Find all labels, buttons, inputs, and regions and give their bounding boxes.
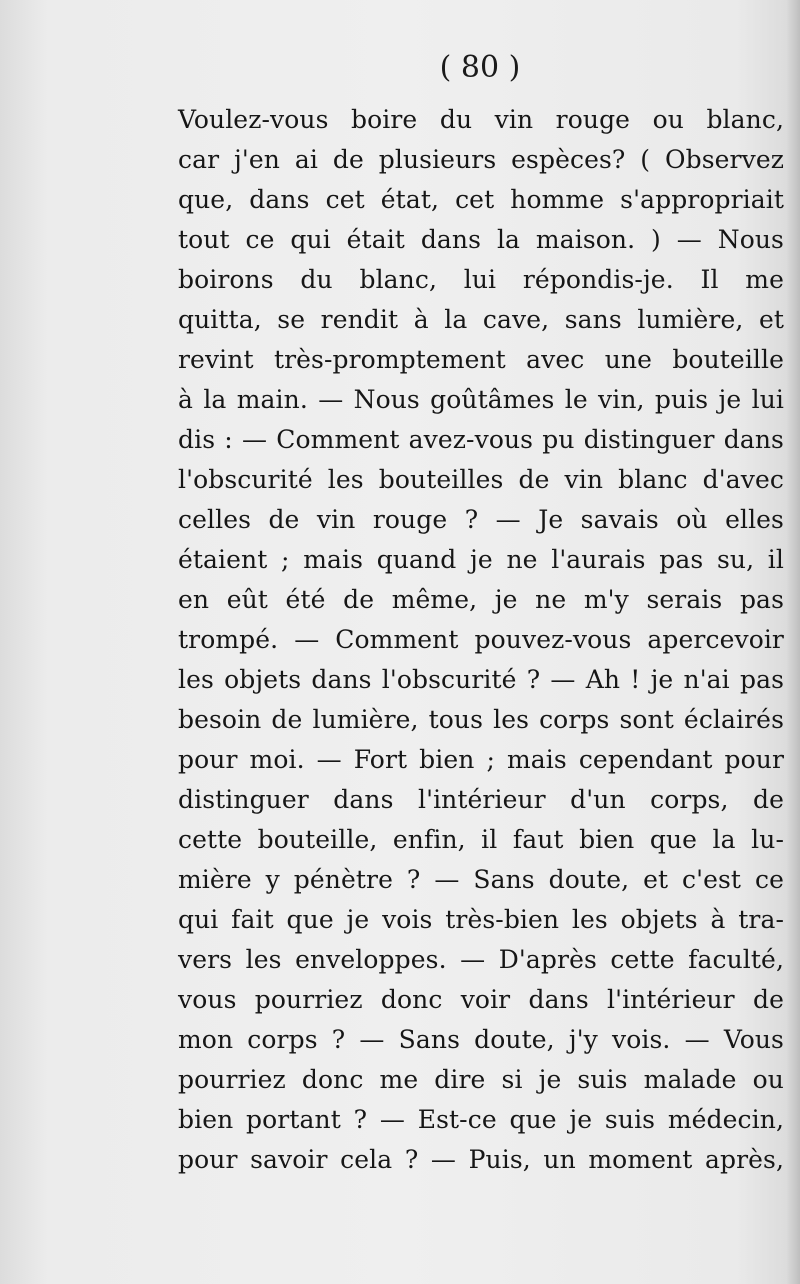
- text-line: besoin de lumière, tous les corps sont éclairés: [178, 705, 784, 734]
- text-line: l'obscurité les bouteilles de vin blanc d'avec: [178, 465, 784, 494]
- text-line: cette bouteille, enfin, il faut bien que la lu-: [178, 825, 784, 854]
- text-line: tout ce qui était dans la maison. ) — Nous: [178, 225, 784, 254]
- text-line: car j'en ai de plusieurs espèces? ( Observez: [178, 145, 784, 174]
- text-line: en eût été de même, je ne m'y serais pas: [178, 585, 784, 614]
- text-line: boirons du blanc, lui répondis-je. Il me: [178, 265, 784, 294]
- text-line: pourriez donc me dire si je suis malade ou: [178, 1065, 784, 1094]
- text-line: distinguer dans l'intérieur d'un corps, de: [178, 785, 784, 814]
- body-text: [178, 100, 784, 1180]
- text-line: bien portant ? — Est-ce que je suis médecin,: [178, 1105, 784, 1134]
- text-line: celles de vin rouge ? — Je savais où elles: [178, 505, 784, 534]
- text-line: étaient ; mais quand je ne l'aurais pas su, il: [178, 545, 784, 574]
- text-line: que, dans cet état, cet homme s'appropriait: [178, 185, 784, 214]
- text-line: mon corps ? — Sans doute, j'y vois. — Vous: [178, 1025, 784, 1054]
- text-line: vers les enveloppes. — D'après cette faculté,: [178, 945, 784, 974]
- text-line: qui fait que je vois très-bien les objets à tra-: [178, 905, 784, 934]
- text-line: mière y pénètre ? — Sans doute, et c'est ce: [178, 865, 784, 894]
- text-line: dis : — Comment avez-vous pu distinguer dans: [178, 425, 784, 454]
- text-line: pour savoir cela ? — Puis, un moment après,: [178, 1145, 784, 1174]
- text-line: Voulez-vous boire du vin rouge ou blanc,: [178, 105, 784, 134]
- text-line: vous pourriez donc voir dans l'intérieur de: [178, 985, 784, 1014]
- text-line: à la main. — Nous goûtâmes le vin, puis je lui: [178, 385, 784, 414]
- text-line: les objets dans l'obscurité ? — Ah ! je n'ai pas: [178, 665, 784, 694]
- page-edge-shadow: [786, 0, 800, 1284]
- text-line: revint très-promptement avec une bouteille: [178, 345, 784, 374]
- text-line: pour moi. — Fort bien ; mais cependant pour: [178, 745, 784, 774]
- text-line: trompé. — Comment pouvez-vous apercevoir: [178, 625, 784, 654]
- text-line: quitta, se rendit à la cave, sans lumière, et: [178, 305, 784, 334]
- page-number: ( 80 ): [439, 50, 521, 85]
